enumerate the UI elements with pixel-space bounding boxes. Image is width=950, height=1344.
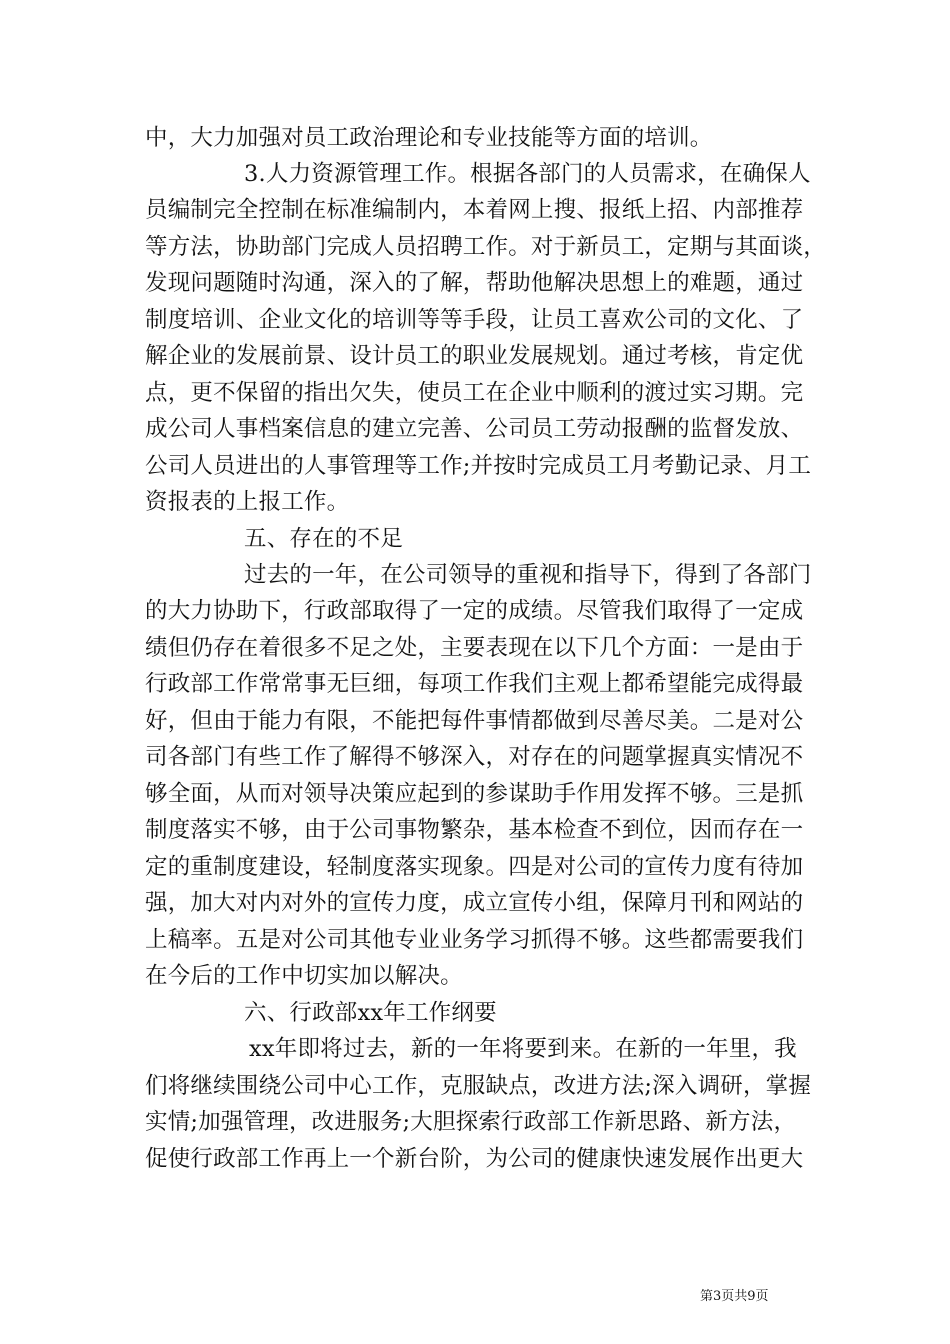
page-number-footer: 第3页共9页 [700,1289,769,1304]
paragraph-line: 的大力协助下，行政部取得了一定的成绩。尽管我们取得了一定成 [145,598,804,624]
paragraph-line: 制度培训、企业文化的培训等等手段，让员工喜欢公司的文化、了 [145,307,804,333]
section-heading-shortcomings: 五、存在的不足 [244,526,403,552]
paragraph-line: 在今后的工作中切实加以解决。 [145,963,463,989]
paragraph-line: 行政部工作常常事无巨细，每项工作我们主观上都希望能完成得最 [145,671,804,697]
section-item-hr-management: 3.人力资源管理工作。根据各部门的人员需求，在确保人 [244,161,811,187]
paragraph-line: 们将继续围绕公司中心工作，克服缺点，改进方法;深入调研，掌握 [145,1073,812,1099]
paragraph-line: 公司人员进出的人事管理等工作;并按时完成员工月考勤记录、月工 [145,453,812,479]
paragraph-line: 员编制完全控制在标准编制内，本着网上搜、报纸上招、内部推荐 [145,197,804,223]
paragraph-line: 定的重制度建设，轻制度落实现象。四是对公司的宣传力度有待加 [145,854,804,880]
paragraph-line: 强，加大对内对外的宣传力度，成立宣传小组，保障月刊和网站的 [145,890,804,916]
paragraph-line: 绩但仍存在着很多不足之处，主要表现在以下几个方面：一是由于 [145,635,804,661]
paragraph-line: 点，更不保留的指出欠失，使员工在企业中顺利的渡过实习期。完 [145,380,804,406]
paragraph-line: 解企业的发展前景、设计员工的职业发展规划。通过考核，肯定优 [145,343,804,369]
paragraph-line: xx年即将过去，新的一年将要到来。在新的一年里，我 [249,1036,797,1062]
paragraph-line: 实情;加强管理，改进服务;大胆探索行政部工作新思路、新方法， [145,1109,797,1135]
paragraph-line: 制度落实不够，由于公司事物繁杂，基本检查不到位，因而存在一 [145,817,804,843]
paragraph-line: 发现问题随时沟通，深入的了解，帮助他解决思想上的难题，通过 [145,270,804,296]
paragraph-line: 上稿率。五是对公司其他专业业务学习抓得不够。这些都需要我们 [145,927,804,953]
paragraph-line: 资报表的上报工作。 [145,489,350,515]
paragraph-line: 等方法，协助部门完成人员招聘工作。对于新员工，定期与其面谈， [145,234,827,260]
paragraph-line: 过去的一年，在公司领导的重视和指导下，得到了各部门 [244,562,812,588]
paragraph-line: 司各部门有些工作了解得不够深入，对存在的问题掌握真实情况不 [145,744,804,770]
paragraph-line: 成公司人事档案信息的建立完善、公司员工劳动报酬的监督发放、 [145,416,804,442]
section-heading-work-outline: 六、行政部xx年工作纲要 [244,1000,497,1026]
paragraph-line: 够全面，从而对领导决策应起到的参谋助手作用发挥不够。三是抓 [145,781,804,807]
paragraph-line: 中，大力加强对员工政治理论和专业技能等方面的培训。 [145,125,713,151]
paragraph-line: 促使行政部工作再上一个新台阶，为公司的健康快速发展作出更大 [145,1146,804,1172]
paragraph-line: 好，但由于能力有限，不能把每件事情都做到尽善尽美。二是对公 [145,708,804,734]
